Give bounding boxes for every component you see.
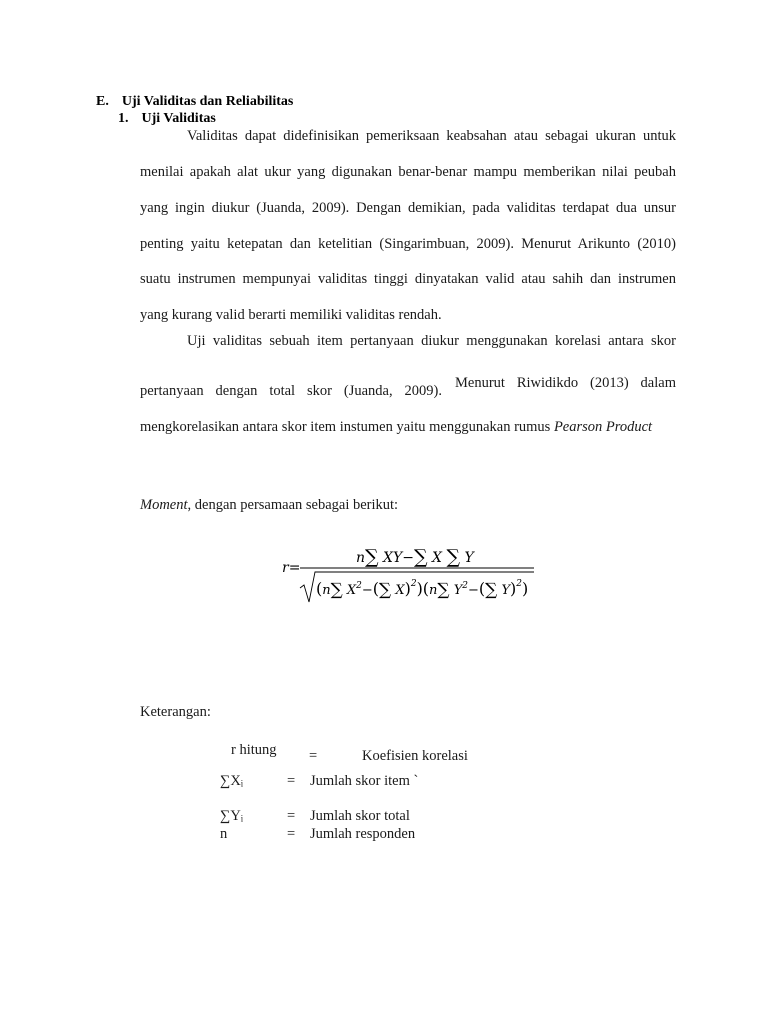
legend-desc-r: Koefisien korelasi bbox=[362, 748, 468, 764]
legend-desc-n: Jumlah responden bbox=[310, 826, 416, 842]
paragraph2-line2-part1: pertanyaan dengan total skor (Juanda, 2009). bbox=[140, 383, 442, 399]
legend-symbol-r: r hitung bbox=[231, 742, 277, 758]
paragraph1-line5: suatu instrumen mempunyai validitas tinggi dinyatakan valid atau sahih dan instrumen bbox=[140, 271, 676, 287]
formula-numerator: n∑ XY−∑ X ∑ Y bbox=[356, 546, 474, 568]
paragraph1-line3: yang ingin diukur (Juanda, 2009). Dengan demikian, pada validitas terdapat dua unsur bbox=[140, 200, 676, 216]
paragraph1-line2: menilai apakah alat ukur yang digunakan benar-benar mampu memberikan nilai peubah bbox=[140, 164, 676, 180]
paragraph2-line4-italic: Moment bbox=[140, 497, 188, 513]
paragraph2-line1: Uji validitas sebuah item pertanyaan diukur menggunakan korelasi antara skor bbox=[187, 333, 676, 349]
paragraph2-line4-text: , dengan persamaan sebagai berikut: bbox=[187, 497, 399, 513]
legend-symbol-n: n bbox=[220, 826, 228, 842]
subsection-title: Uji Validitas bbox=[141, 111, 216, 126]
paragraph2-line2-part2: Menurut Riwidikdo (2013) dalam bbox=[455, 375, 676, 391]
legend-eq-yi: = bbox=[287, 808, 296, 824]
paragraph1-line4: penting yaitu ketepatan dan ketelitian (Singarimbuan, 2009). Menurut Arikunto (2010) bbox=[140, 236, 676, 252]
legend-symbol-yi: ∑Yᵢ bbox=[220, 808, 244, 824]
paragraph2-line4 bbox=[140, 497, 398, 514]
paragraph2-line3-italic: Pearson Product bbox=[553, 419, 653, 435]
section-title: Uji Validitas dan Reliabilitas bbox=[121, 94, 294, 109]
section-heading bbox=[96, 94, 293, 110]
legend-eq-r: = bbox=[309, 748, 318, 764]
paragraph2-line3-text: mengkorelasikan antara skor item instumen yaitu menggunakan rumus bbox=[140, 419, 551, 435]
legend-desc-yi: Jumlah skor total bbox=[310, 808, 410, 824]
keterangan-label: Keterangan: bbox=[140, 704, 211, 720]
paragraph1-line1: Validitas dapat didefinisikan pemeriksaan keabsahan atau sebagai ukuran untuk bbox=[187, 128, 676, 144]
legend-eq-xi: = bbox=[287, 773, 296, 789]
paragraph1-line6: yang kurang valid berarti memiliki validitas rendah. bbox=[140, 307, 442, 323]
subsection-marker: 1. bbox=[118, 111, 129, 126]
formula-lhs: r= bbox=[282, 560, 301, 576]
section-marker: E. bbox=[96, 94, 109, 109]
pearson-formula bbox=[278, 538, 544, 608]
legend-symbol-xi: ∑Xᵢ bbox=[220, 773, 244, 789]
formula-denominator: (n∑ $X^2-(\sum$ X)$^2$)(n∑ $Y^2-(\sum$ Y)$^2$) bbox=[316, 579, 529, 600]
legend-eq-n: = bbox=[287, 826, 296, 842]
subsection-heading bbox=[118, 111, 216, 127]
paragraph2-line3 bbox=[140, 419, 652, 436]
legend-desc-xi: Jumlah skor item ` bbox=[310, 773, 419, 789]
